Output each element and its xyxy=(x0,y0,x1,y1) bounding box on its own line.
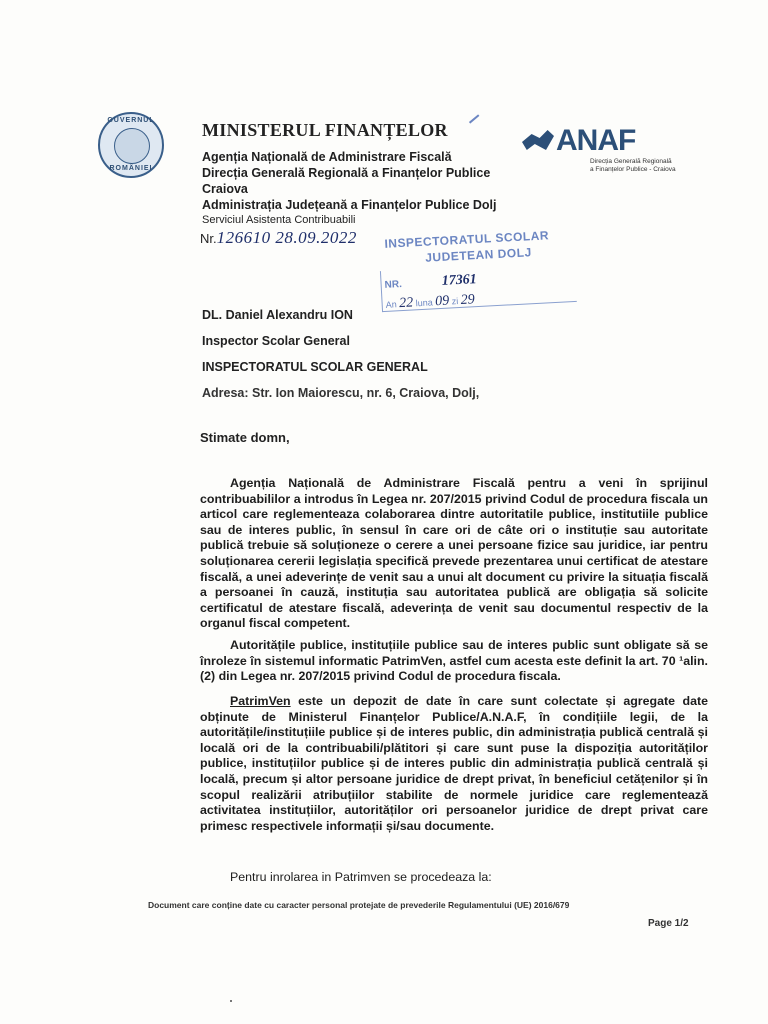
scan-speck xyxy=(230,1000,232,1002)
paragraph-1-text: Agenția Națională de Administrare Fiscală pentru a veni în sprijinul contribuabililor a introdus în Legea nr. 207/2015 privind Codul de procedura fiscala un articol care reglementeaza colaborarea dintre autoritatile publice, institutiile publice sau de interes public, în sensul în care ori de câte ori o instituție sau autoritate publică trebuie să soluționeze o cerere a unei persoane fizice sau juridice, iar pentru soluționarea cererii legislația specifică prevede prezentarea unui certificat de atestare fiscală, a unei adeverințe de venit sau a unui alt document cu privire la situația fiscală a persoanei în cauză, instituția sau autoritatea publică are obligația să solicite certificatul de atestare fiscală, adeverința de venit sau documentul respectiv de la organul fiscal competent. xyxy=(200,476,708,631)
patrimven-link: PatrimVen xyxy=(230,694,291,708)
paragraph-2 xyxy=(200,638,708,685)
stamp-month-label: luna xyxy=(415,297,433,309)
ministry-title: MINISTERUL FINANȚELOR xyxy=(202,120,448,140)
anaf-logo-text: ANAF xyxy=(556,124,636,157)
registration-prefix: Nr. xyxy=(200,231,217,246)
page-number: Page 1/2 xyxy=(648,918,689,929)
agency-name: Agenția Națională de Administrare Fiscală xyxy=(202,150,452,164)
directorate-name: Direcția Generală Regională a Finanțelor Publice xyxy=(202,166,491,180)
anaf-sub-line2: a Finanțelor Publice - Craiova xyxy=(590,165,676,173)
city-name: Craiova xyxy=(202,182,248,196)
stamp-year: 29 xyxy=(460,292,476,308)
registration-number xyxy=(200,228,357,248)
anaf-bird-icon xyxy=(522,130,554,150)
seal-bottom-text: ROMÂNIEI xyxy=(109,165,153,172)
recipient-name: DL. Daniel Alexandru ION xyxy=(202,308,353,322)
stamp-nr-value: 17361 xyxy=(441,272,478,289)
paragraph-1 xyxy=(200,476,708,632)
recipient-address: Adresa: Str. Ion Maiorescu, nr. 6, Craiova, Dolj, xyxy=(202,386,480,400)
paragraph-4 xyxy=(200,870,708,886)
anaf-subtitle xyxy=(590,158,710,173)
gdpr-footer-note: Document care conține date cu caracter personal protejate de prevederile Regulamentului (UE) 2016/679 xyxy=(148,900,570,910)
stamp-line2: JUDETEAN DOLJ xyxy=(424,245,533,265)
stamp-month: 09 xyxy=(434,293,450,310)
stamp-line1: INSPECTORATUL SCOLAR xyxy=(384,228,550,251)
government-seal xyxy=(98,112,164,178)
administration-name: Administrația Județeană a Finanțelor Publice Dolj xyxy=(202,198,497,212)
coat-of-arms-icon xyxy=(114,128,150,164)
recipient-title: Inspector Scolar General xyxy=(202,334,350,348)
anaf-sub-line1: Direcția Generală Regională xyxy=(590,158,672,165)
stamp-nr-label: NR. xyxy=(384,279,403,291)
registration-handwritten: 126610 28.09.2022 xyxy=(216,228,357,247)
paragraph-3-text: este un depozit de date în care sunt colectate și agregate date obținute de Ministerul Finanțelor Publice/A.N.A.F, în condițiile legii, de la autoritățile/instituțiile publice și de interes public, din administrația publică centrală și locală ori de la contribuabili/plătitori și care sunt puse la dispoziția autorităților publice, instituțiilor publice și de interes public din administrația publică centrală și locală, precum și altor persoane juridice de drept privat, în beneficiul cetățenilor și în scopul realizării atribuțiilor stabilite de normele juridice care reglementează activitatea instituțiilor, autorităților ori persoanelor juridice de drept privat care primesc respectivele informații și/sau documente. xyxy=(200,694,708,833)
registry-stamp xyxy=(378,225,578,315)
pen-mark xyxy=(469,114,479,123)
stamp-date-prefix: An xyxy=(385,299,397,310)
paragraph-2-text: Autoritățile publice, instituțiile publice sau de interes public sunt obligate să se înroleze în sistemul informatic PatrimVen, astfel cum acesta este definit la art. 70 ¹alin. (2) din Legea nr. 207/2015 privind Codul de procedura fiscala. xyxy=(200,638,708,684)
paragraph-4-text: Pentru inrolarea in Patrimven se procedeaza la: xyxy=(230,870,492,884)
paragraph-3 xyxy=(200,694,708,834)
greeting: Stimate domn, xyxy=(200,430,290,445)
stamp-date-row xyxy=(385,292,475,313)
service-name: Serviciul Asistenta Contribuabili xyxy=(202,214,356,226)
seal-top-text: GUVERNUL xyxy=(107,117,155,124)
recipient-institution: INSPECTORATUL SCOLAR GENERAL xyxy=(202,360,428,374)
stamp-day: 22 xyxy=(398,295,414,312)
stamp-year-label: zi xyxy=(451,296,459,307)
